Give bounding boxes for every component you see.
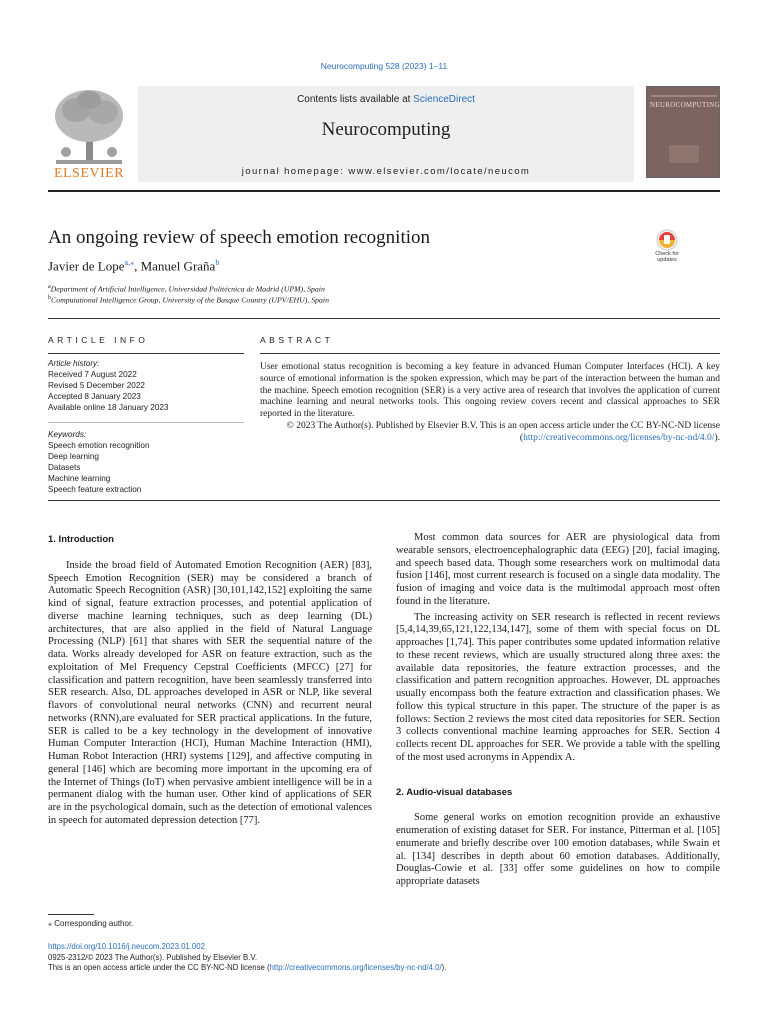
issn-line: 0925-2312/© 2023 The Author(s). Published by Elsevier B.V. <box>48 952 258 962</box>
author-name[interactable]: Manuel Graña <box>140 258 216 274</box>
keyword-item: Speech feature extraction <box>48 485 142 494</box>
keyword-item: Datasets <box>48 463 81 472</box>
journal-cover-thumbnail[interactable] <box>646 86 720 178</box>
history-item: Accepted 8 January 2023 <box>48 392 141 401</box>
oa-license-link[interactable]: http://creativecommons.org/licenses/by-nc-nd/4.0/ <box>269 963 442 973</box>
article-history <box>48 358 168 413</box>
abstract-rule <box>260 353 720 354</box>
author-name[interactable]: Javier de Lope <box>48 258 125 274</box>
copyright-text: © 2023 The Author(s). Published by Elsevier B.V. This is an open access article under the CC BY-NC-ND <box>286 420 692 431</box>
footnote: ⁎ Corresponding author. <box>48 919 134 928</box>
article-title: An ongoing review of speech emotion recognition <box>48 227 431 248</box>
doi-link[interactable]: https://doi.org/10.1016/j.neucom.2023.01.002 <box>48 942 205 951</box>
affiliation-mark: a <box>48 284 51 290</box>
history-item: Received 7 August 2022 <box>48 370 137 379</box>
author-list <box>48 258 219 274</box>
oa-prefix: This is an open access article under the CC BY-NC-ND license ( <box>48 963 270 973</box>
elsevier-logo[interactable] <box>48 86 130 182</box>
cover-bar <box>651 95 717 97</box>
license-link[interactable]: http://creativecommons.org/licenses/by-nc-nd/4.0/ <box>523 432 715 443</box>
article-info-heading: ARTICLE INFO <box>48 335 149 345</box>
license-prefix: license ( <box>519 420 720 443</box>
journal-reference-link[interactable]: Neurocomputing 528 (2023) 1–11 <box>320 61 448 71</box>
history-item: Revised 5 December 2022 <box>48 381 145 390</box>
affiliation-mark: b <box>48 295 51 301</box>
affiliation-text: Department of Artificial Intelligence, Universidad Politécnica de Madrid (UPM), Spain <box>50 284 325 294</box>
keyword-item: Machine learning <box>48 474 111 483</box>
check-updates-icon <box>647 229 687 251</box>
abstract-text: User emotional status recognition is becoming a key feature in advanced Human Computer Interfaces (HCI). A key source of emotional information is the spoken expression, which may be part of the interaction between the human and the machine. Speech emotion recognition (SER) is a very active area of research that involves the application of current machine learning and neural networks tools. This ongoing review covers recent and classical approaches to SER reported in the literature. <box>260 362 720 420</box>
contents-prefix: Contents lists available at <box>297 94 414 105</box>
body-column-left <box>48 534 372 828</box>
journal-homepage <box>138 166 634 177</box>
homepage-prefix: journal homepage: <box>241 166 349 177</box>
oa-line <box>48 963 446 974</box>
page-footer <box>48 942 446 974</box>
author-marks[interactable]: a,⁎ <box>124 258 135 267</box>
paragraph: Most common data sources for AER are physiological data from wearable sensors, electroencephalographic data (EEG) [20], facial imaging, and speech based data. Though some researchers work on multimodal data fusion [146], most current research is focused on a single data modality. The fusion of imaging and voice data is the multimodal approach most often found in the literature. <box>396 532 720 607</box>
journal-banner <box>138 86 634 182</box>
author-separator: , <box>134 258 141 274</box>
info-rule <box>48 353 244 354</box>
journal-name: Neurocomputing <box>321 119 451 140</box>
abstract-bottom-rule <box>48 500 720 501</box>
affiliation-a <box>48 284 325 294</box>
history-label: Article history: <box>48 359 100 368</box>
section-heading: 2. Audio-visual databases <box>396 786 513 798</box>
author-marks[interactable]: b <box>215 258 220 267</box>
keyword-item: Speech emotion recognition <box>48 441 150 450</box>
history-item: Available online 18 January 2023 <box>48 403 169 412</box>
cover-title: NEUROCOMPUTING <box>650 101 720 109</box>
body-column-right <box>396 532 720 889</box>
elsevier-wordmark: ELSEVIER <box>53 166 125 181</box>
check-for-updates-badge[interactable] <box>647 229 687 267</box>
footnote-rule <box>48 914 94 915</box>
keywords <box>48 429 150 495</box>
title-rule <box>48 318 720 319</box>
affiliation-text: Computational Intelligence Group, University of the Basque Country (UPV/EHU), Spain <box>51 295 329 305</box>
keywords-label: Keywords: <box>48 430 87 439</box>
keyword-item: Deep learning <box>48 452 99 461</box>
license-suffix: ). <box>714 432 720 443</box>
paragraph: The increasing activity on SER research is reflected in recent reviews [5,4,14,39,65,121,122,134,147], some of them with special focus on DL approaches [1,74]. This paper contributes some updated information relative to these recent reviews, which are usually structured along three axes: the available data repositories, the feature extraction processes, and the classification and pattern recognition approaches. However, DL approaches usually encompass both the feature extraction and classification phases. We follow this typical structure in this paper. The structure of the paper is as follows: Section 2 reviews the most cited data repositories for SER. Section 3 collects conventional machine learning approaches for SER. Section 4 collects recent DL approaches for SER. We provide a table with the spelling of the most used acronyms in Appendix A. <box>396 611 720 763</box>
header-rule <box>48 190 720 192</box>
info-divider <box>48 422 244 423</box>
badge-label: Check for updates <box>655 251 679 263</box>
sciencedirect-link[interactable]: ScienceDirect <box>413 94 475 105</box>
section-heading: 1. Introduction <box>48 534 114 545</box>
oa-suffix: ). <box>441 963 447 973</box>
abstract-copyright <box>260 421 720 445</box>
cover-image <box>669 145 699 163</box>
homepage-link[interactable]: www.elsevier.com/locate/neucom <box>348 166 531 177</box>
paragraph: Inside the broad field of Automated Emotion Recognition (AER) [83], Speech Emotion Recognition (SER) may be considered a branch of Automatic Speech Recognition (ASR) [30,101,142,152] exploiting the same kind of signal, feature extraction processes, and potential application of diverse machine learning techniques, such as deep learning (DL) architectures, that are also applied in the field of Natural Language Processing (NLP) [61] that shares with SER the sequential nature of the data. Works already developed for ASR on feature extraction, such as the exploitation of Mel Frequency Cepstral Coefficients (MFCC) [27] for classification and pattern recognition, have been seamlessly transferred into SER research. Also, DL approaches developed in ASR or NLP, like several flavors of convolutional neural networks (CNN) and recurrent neural networks (RNN),are evaluated for SER practical applications. In the future, SER is called to be a key technology in the development of innovative Human Computer Interaction (HCI), Human Machine Interaction (HMI), Human Robot Interaction (HRI) systems [129], and affective computing in general [146] which are becoming more important in the upcoming era of the Internet of Things (IoT) when pervasive ambient intelligence will be in a permanent dialog with the human user. Other kind of applications of SER are in the psychological domain, such as the detection of emotional valences in speech for automated depression detection [77]. <box>48 559 372 826</box>
abstract-body <box>260 362 720 445</box>
paragraph: Some general works on emotion recognition provide an exhaustive enumeration of existing dataset for SER. For instance, Pitterman et al. [105] enumerate and briefly describe over 100 emotion databases, while Swain et al. [134] describes in depth about 60 emotion databases. Additionally, Douglas-Cowie et al. [33] offer some guidelines on how to compile appropriate datasets <box>396 812 720 887</box>
abstract-heading: ABSTRACT <box>260 335 334 345</box>
affiliation-b <box>48 295 329 305</box>
contents-line <box>138 94 634 105</box>
